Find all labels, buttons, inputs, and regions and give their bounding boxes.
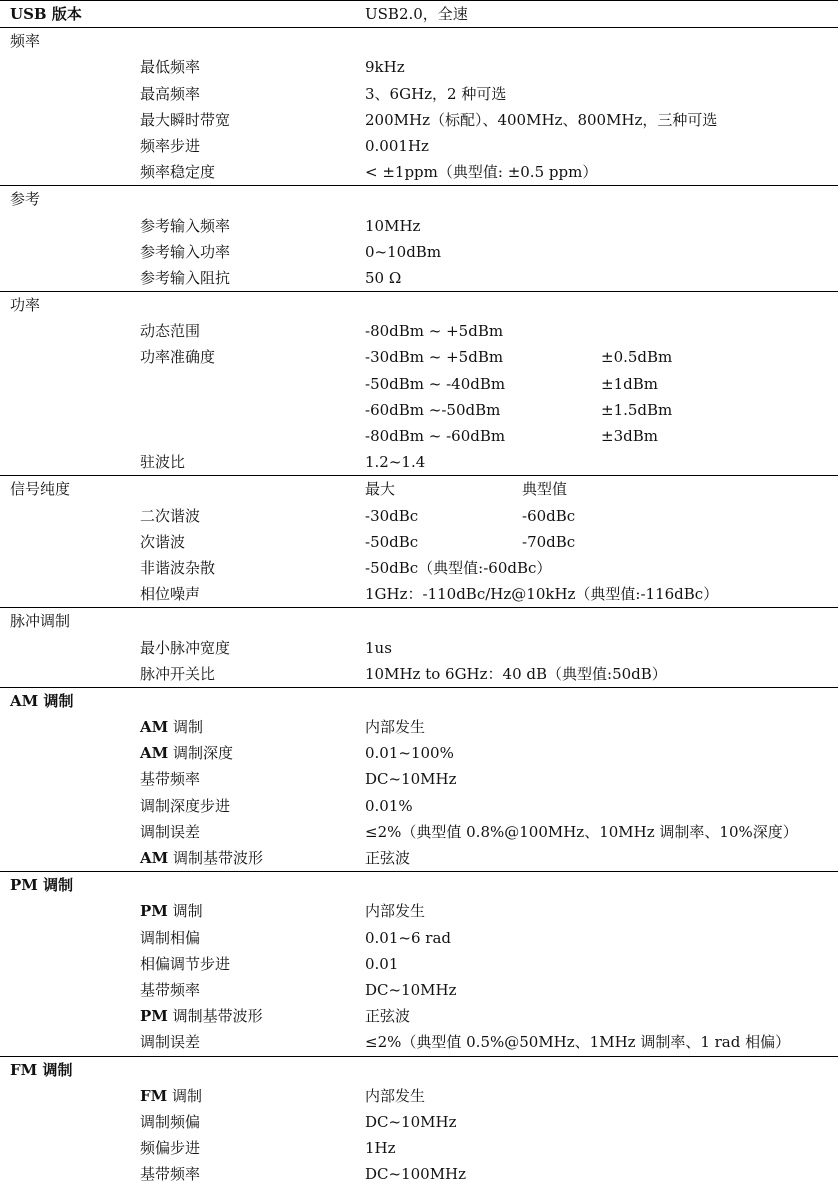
table-row <box>0 740 838 766</box>
am-title: AM 调制 <box>10 691 74 710</box>
phase-noise-label: 相位噪声 <box>140 585 201 604</box>
table-row <box>0 239 838 265</box>
table-row <box>0 397 838 423</box>
nonharmonic-label: 非谐波杂散 <box>140 558 216 577</box>
table-row <box>0 714 838 740</box>
pm-waveform-label: PM 调制基带波形 <box>140 1007 263 1026</box>
table-row <box>0 81 838 107</box>
fm-baseband-label: 基带频率 <box>140 1165 201 1184</box>
pm-step-value: 0.01 <box>365 954 399 973</box>
am-mod-label: AM 调制 <box>140 718 204 737</box>
table-row <box>0 635 838 661</box>
fm-step-value: 1Hz <box>365 1139 396 1158</box>
table-row <box>0 265 838 291</box>
pm-mod-label: PM 调制 <box>140 902 203 921</box>
accuracy-range: -30dBm ~ +5dBm <box>365 348 504 367</box>
table-row <box>0 107 838 133</box>
col-max-header: 最大 <box>365 480 396 499</box>
fm-deviation-value: DC~10MHz <box>365 1112 457 1131</box>
table-row <box>0 1109 838 1135</box>
accuracy-value: ±3dBm <box>601 427 658 445</box>
min-freq-label: 最低频率 <box>140 58 201 77</box>
table-row <box>0 898 838 924</box>
section-reference <box>0 186 838 292</box>
section-frequency <box>0 28 838 186</box>
accuracy-range: -50dBm ~ -40dBm <box>365 374 506 393</box>
vswr-label: 驻波比 <box>140 453 186 472</box>
table-row <box>0 661 838 687</box>
table-row <box>0 1029 838 1055</box>
section-pulse <box>0 608 838 688</box>
table-row <box>0 503 838 529</box>
am-baseband-value: DC~10MHz <box>365 770 457 789</box>
table-row <box>0 581 838 607</box>
am-error-value: ≤2%（典型值 0.8%@100MHz、10MHz 调制率、10%深度） <box>365 822 798 841</box>
pm-deviation-label: 调制相偏 <box>140 928 201 947</box>
am-error-label: 调制误差 <box>140 822 201 841</box>
am-depth-value: 0.01~100% <box>365 744 454 763</box>
max-freq-label: 最高频率 <box>140 84 201 103</box>
table-row <box>0 133 838 159</box>
table-row <box>0 449 838 475</box>
am-depth-step-value: 0.01% <box>365 796 413 815</box>
section-am <box>0 688 838 872</box>
subharmonic-typ: -70dBc <box>522 532 576 551</box>
fm-mod-label: FM 调制 <box>140 1086 203 1105</box>
table-row <box>0 318 838 344</box>
pm-baseband-label: 基带频率 <box>140 980 201 999</box>
table-row <box>0 423 838 449</box>
am-baseband-label: 基带频率 <box>140 770 201 789</box>
table-row <box>0 793 838 819</box>
section-usb <box>0 0 838 28</box>
pm-title: PM 调制 <box>10 876 74 895</box>
min-pulse-width-value: 1us <box>365 638 392 657</box>
vswr-value: 1.2~1.4 <box>365 453 426 472</box>
section-pm <box>0 872 838 1056</box>
table-row <box>0 54 838 80</box>
max-freq-value: 3、6GHz，2 种可选 <box>365 84 507 103</box>
purity-title: 信号纯度 <box>10 480 71 499</box>
table-row <box>0 1003 838 1029</box>
ref-impedance-label: 参考输入阻抗 <box>140 268 231 287</box>
table-row <box>0 1161 838 1187</box>
am-waveform-label: AM 调制基带波形 <box>140 849 264 867</box>
subharmonic-max: -50dBc <box>365 532 419 551</box>
pm-waveform-value: 正弦波 <box>365 1007 411 1026</box>
accuracy-value: ±1.5dBm <box>601 400 673 419</box>
max-bandwidth-label: 最大瞬时带宽 <box>140 110 231 129</box>
harmonic2-typ: -60dBc <box>522 506 576 525</box>
harmonic2-max: -30dBc <box>365 506 419 525</box>
min-freq-value: 9kHz <box>365 58 405 77</box>
power-title: 功率 <box>10 296 41 315</box>
max-bandwidth-value: 200MHz（标配）、400MHz、800MHz，三种可选 <box>365 110 718 129</box>
table-row <box>0 1083 838 1109</box>
freq-stability-value: < ±1ppm（典型值: ±0.5 ppm） <box>365 163 598 182</box>
table-row <box>0 159 838 185</box>
am-waveform-value: 正弦波 <box>365 849 411 867</box>
fm-title: FM 调制 <box>10 1060 73 1079</box>
frequency-title: 频率 <box>10 32 41 51</box>
table-row <box>0 529 838 555</box>
fm-baseband-value: DC~100MHz <box>365 1165 467 1184</box>
am-depth-label: AM 调制深度 <box>140 744 234 763</box>
subharmonic-label: 次谐波 <box>140 532 186 551</box>
pm-mod-value: 内部发生 <box>365 902 426 921</box>
fm-mod-value: 内部发生 <box>365 1086 426 1105</box>
freq-stability-label: 频率稳定度 <box>140 163 216 182</box>
table-row <box>0 213 838 239</box>
table-row <box>0 951 838 977</box>
usb-label: USB 版本 <box>10 5 82 23</box>
am-depth-step-label: 调制深度步进 <box>140 796 231 815</box>
accuracy-range: -60dBm ~-50dBm <box>365 400 501 419</box>
table-row <box>0 344 838 370</box>
accuracy-value: ±0.5dBm <box>601 348 673 367</box>
pm-baseband-value: DC~10MHz <box>365 980 457 999</box>
ref-power-label: 参考输入功率 <box>140 242 231 261</box>
power-accuracy-label: 功率准确度 <box>140 348 216 367</box>
min-pulse-width-label: 最小脉冲宽度 <box>140 638 231 657</box>
section-power <box>0 292 838 476</box>
ref-freq-value: 10MHz <box>365 216 421 235</box>
on-off-ratio-value: 10MHz to 6GHz：40 dB（典型值:50dB） <box>365 664 667 683</box>
freq-step-value: 0.001Hz <box>365 136 429 155</box>
pm-step-label: 相偏调节步进 <box>140 954 231 973</box>
nonharmonic-value: -50dBc（典型值:-60dBc） <box>365 558 552 577</box>
table-row <box>0 555 838 581</box>
pulse-title: 脉冲调制 <box>10 612 71 631</box>
col-typ-header: 典型值 <box>522 480 568 499</box>
table-row <box>0 1135 838 1161</box>
fm-step-label: 频偏步进 <box>140 1139 201 1158</box>
pm-error-value: ≤2%（典型值 0.5%@50MHz、1MHz 调制率、1 rad 相偏） <box>365 1033 791 1052</box>
ref-impedance-value: 50 Ω <box>365 268 402 287</box>
freq-step-label: 频率步进 <box>140 136 201 155</box>
usb-row <box>0 1 838 27</box>
table-row <box>0 819 838 845</box>
accuracy-value: ±1dBm <box>601 374 658 393</box>
dynamic-range-value: -80dBm ~ +5dBm <box>365 322 504 341</box>
am-mod-value: 内部发生 <box>365 718 426 737</box>
table-row <box>0 371 838 397</box>
section-fm <box>0 1057 838 1188</box>
ref-freq-label: 参考输入频率 <box>140 216 231 235</box>
on-off-ratio-label: 脉冲开关比 <box>140 664 216 683</box>
usb-value: USB2.0，全速 <box>365 5 468 23</box>
table-row <box>0 977 838 1003</box>
table-row <box>0 845 838 871</box>
phase-noise-value: 1GHz：-110dBc/Hz@10kHz（典型值:-116dBc） <box>365 585 719 604</box>
dynamic-range-label: 动态范围 <box>140 322 201 341</box>
ref-power-value: 0~10dBm <box>365 242 442 261</box>
table-row <box>0 766 838 792</box>
pm-deviation-value: 0.01~6 rad <box>365 928 451 947</box>
section-purity <box>0 476 838 608</box>
fm-deviation-label: 调制频偏 <box>140 1112 201 1131</box>
table-row <box>0 925 838 951</box>
accuracy-range: -80dBm ~ -60dBm <box>365 427 506 445</box>
harmonic2-label: 二次谐波 <box>140 506 201 525</box>
reference-title: 参考 <box>10 190 41 209</box>
pm-error-label: 调制误差 <box>140 1033 201 1052</box>
